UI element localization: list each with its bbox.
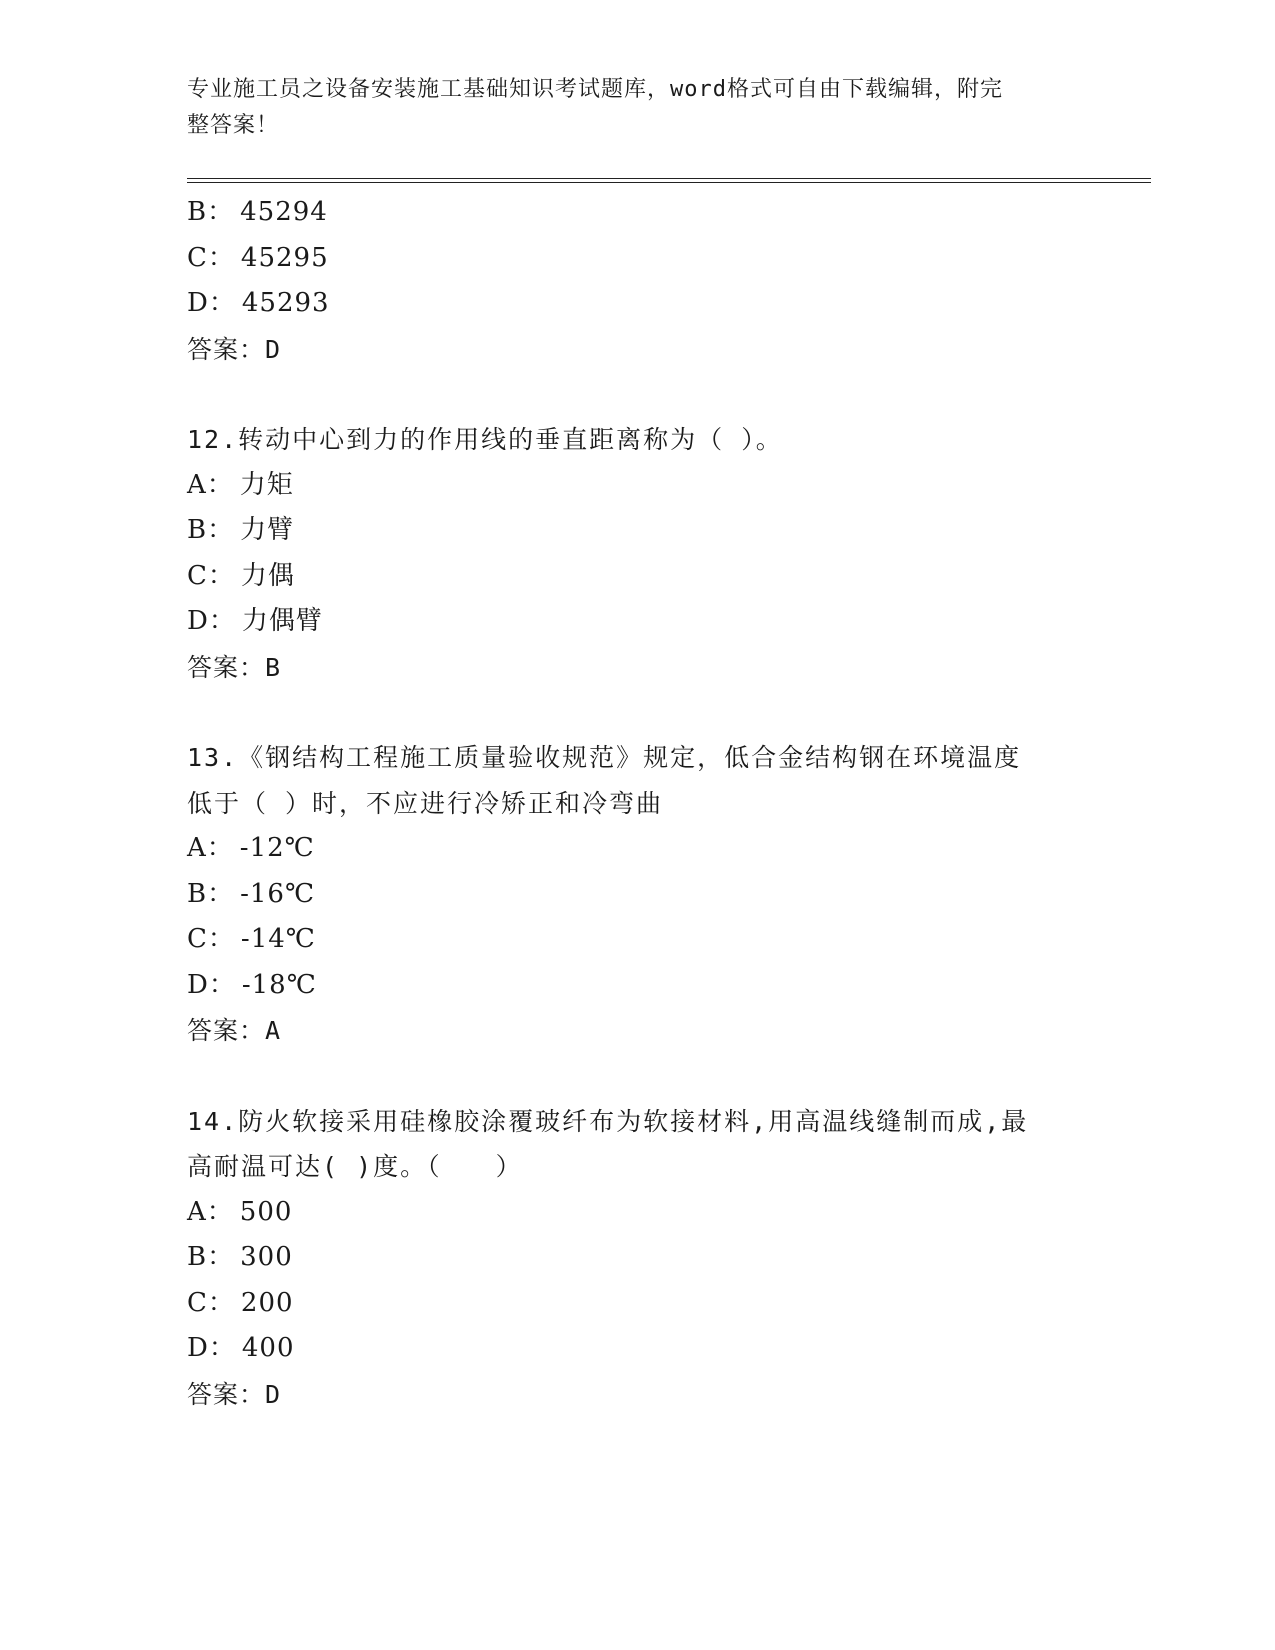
question-stem-line-1: 13.《钢结构工程施工质量验收规范》规定，低合金结构钢在环境温度 xyxy=(187,743,1022,772)
option-a xyxy=(187,826,1087,872)
spacer xyxy=(187,372,1087,417)
option-a xyxy=(187,1190,1087,1236)
header-title-line-2: 整答案！ xyxy=(187,113,280,138)
option-c xyxy=(187,917,1087,963)
option-text: -12℃ xyxy=(239,833,315,863)
option-letter: D： xyxy=(187,1333,236,1363)
answer-line: 答案：A xyxy=(187,1016,282,1045)
option-c xyxy=(187,236,1087,282)
option-letter: B： xyxy=(187,1242,235,1272)
option-letter: A： xyxy=(187,469,234,500)
option-b xyxy=(187,1235,1087,1281)
option-text: -18℃ xyxy=(241,969,317,1000)
option-d xyxy=(187,599,1087,645)
option-text: 300 xyxy=(240,1242,293,1272)
option-letter: B： xyxy=(187,197,235,227)
option-text: 45293 xyxy=(241,288,330,318)
option-c xyxy=(187,1281,1087,1327)
option-text: 500 xyxy=(239,1196,293,1227)
option-letter: D： xyxy=(187,606,236,636)
option-a xyxy=(187,463,1087,509)
option-letter: A： xyxy=(187,1196,234,1227)
answer-line: 答案：B xyxy=(187,652,282,682)
option-b xyxy=(187,508,1087,554)
option-text: 400 xyxy=(241,1333,295,1363)
header-divider-top xyxy=(187,178,1151,179)
option-letter: C： xyxy=(187,560,235,591)
option-letter: C： xyxy=(187,242,235,273)
option-text: -14℃ xyxy=(240,924,316,954)
option-text: 45295 xyxy=(240,242,329,273)
option-letter: D： xyxy=(187,969,236,1000)
answer-line: 答案：D xyxy=(187,1379,282,1409)
option-text: 力矩 xyxy=(239,469,294,500)
option-d xyxy=(187,281,1087,327)
question-14 xyxy=(187,1099,1087,1418)
option-letter: B： xyxy=(187,878,235,909)
question-12 xyxy=(187,417,1087,690)
question-stem-line-1: 14.防火软接采用硅橡胶涂覆玻纤布为软接材料,用高温线缝制而成,最 xyxy=(187,1106,1029,1136)
option-d xyxy=(187,963,1087,1009)
header-title-line-1: 专业施工员之设备安装施工基础知识考试题库，word格式可自由下载编辑，附完 xyxy=(187,77,1003,102)
question-list xyxy=(187,190,1087,1417)
question-13 xyxy=(187,735,1087,1054)
spacer xyxy=(187,1054,1087,1099)
option-text: 力偶臂 xyxy=(241,606,323,636)
option-b xyxy=(187,872,1087,918)
answer-line: 答案：D xyxy=(187,334,282,364)
option-letter: C： xyxy=(187,924,235,954)
option-b xyxy=(187,190,1087,236)
option-text: 200 xyxy=(240,1287,294,1318)
option-text: 力臂 xyxy=(240,515,295,545)
question-11-continued xyxy=(187,190,1087,372)
option-letter: A： xyxy=(187,833,234,863)
header-divider-bottom xyxy=(187,182,1151,183)
page-header xyxy=(187,72,1067,144)
option-text: 力偶 xyxy=(240,560,295,591)
question-stem: 12.转动中心到力的作用线的垂直距离称为（ ）。 xyxy=(187,425,783,454)
option-d xyxy=(187,1326,1087,1372)
option-letter: B： xyxy=(187,515,235,545)
option-text: -16℃ xyxy=(240,878,316,909)
option-text: 45294 xyxy=(240,197,328,227)
option-letter: C： xyxy=(187,1287,235,1318)
option-letter: D： xyxy=(187,288,236,318)
question-stem-line-2: 低于（ ）时，不应进行冷矫正和冷弯曲 xyxy=(187,788,664,818)
spacer xyxy=(187,690,1087,735)
option-c xyxy=(187,554,1087,600)
question-stem-line-2: 高耐温可达( )度。（ ） xyxy=(187,1152,523,1181)
